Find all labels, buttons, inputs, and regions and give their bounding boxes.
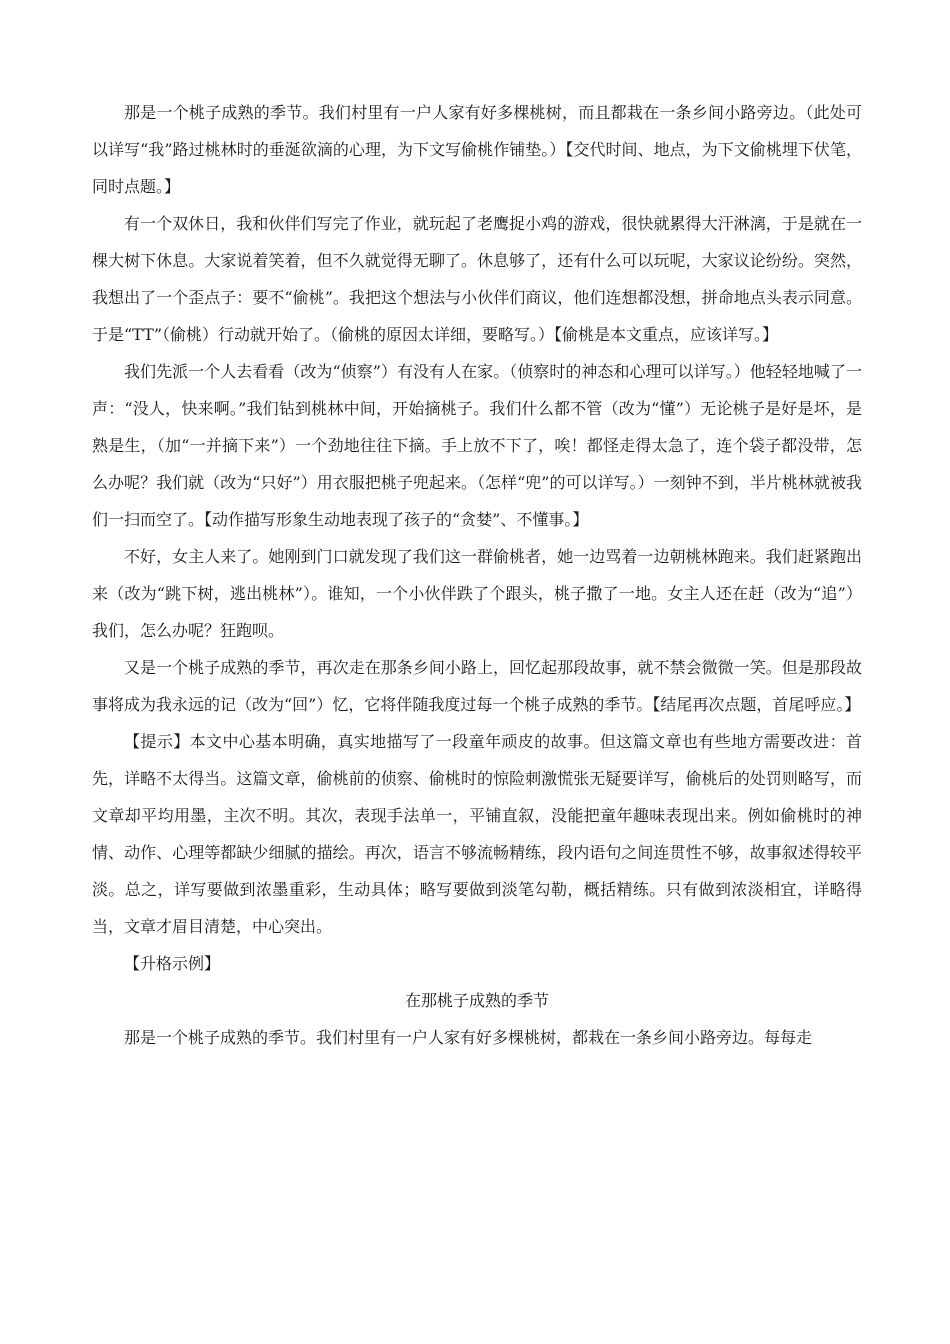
paragraph-ending: 又是一个桃子成熟的季节，再次走在那条乡间小路上，回忆起那段故事，就不禁会微微一笑。但是那段故事将成为我永远的记（改为“回”）忆，它将伴随我度过每一个桃子成熟的季节。【结尾再次点题，首尾呼应。】 — [92, 658, 862, 714]
paragraph-upgrade-label: 【升格示例】 — [124, 954, 221, 973]
document-page — [92, 94, 862, 1056]
paragraph-weekend: 有一个双休日，我和伙伴们写完了作业，就玩起了老鹰捉小鸡的游戏，很快就累得大汗淋漓，于是就在一棵大树下休息。大家说着笑着，但不久就觉得无聊了。休息够了，还有什么可以玩呢，大家议论纷纷。突然，我想出了一个歪点子：要不“偷桃”。我把这个想法与小伙伴们商议，他们连想都没想，拼命地点头表示同意。于是“TT”（偷桃）行动就开始了。（偷桃的原因太详细，要略写。）【偷桃是本文重点，应该详写。】 — [92, 214, 862, 344]
paragraph-escape: 不好，女主人来了。她刚到门口就发现了我们这一群偷桃者，她一边骂着一边朝桃林跑来。我们赶紧跑出来（改为“跳下树，逃出桃林”）。谁知，一个小伙伴跌了个跟头，桃子撒了一地。女主人还在赶（改为“追”）我们，怎么办呢？狂跑呗。 — [92, 547, 862, 640]
paragraph-tips: 【提示】本文中心基本明确，真实地描写了一段童年顽皮的故事。但这篇文章也有些地方需要改进：首先，详略不太得当。这篇文章，偷桃前的侦察、偷桃时的惊险刺激慌张无疑要详写，偷桃后的处罚则略写，而文章却平均用墨，主次不明。其次，表现手法单一，平铺直叙，没能把童年趣味表现出来。例如偷桃时的神情、动作、心理等都缺少细腻的描绘。再次，语言不够流畅精练，段内语句之间连贯性不够，故事叙述得较平淡。总之，详写要做到浓墨重彩，生动具体；略写要做到淡笔勾勒，概括精练。只有做到浓淡相宜，详略得当，文章才眉目清楚，中心突出。 — [92, 732, 862, 936]
example-title: 在那桃子成熟的季节 — [404, 991, 549, 1010]
paragraph-intro: 那是一个桃子成熟的季节。我们村里有一户人家有好多棵桃树，而且都栽在一条乡间小路旁边。（此处可以详写“我”路过桃林时的垂涎欲滴的心理，为下文写偷桃作铺垫。）【交代时间、地点，为下文偷桃埋下伏笔，同时点题。】 — [92, 103, 862, 196]
paragraph-scouting: 我们先派一个人去看看（改为“侦察”）有没有人在家。（侦察时的神态和心理可以详写。）他轻轻地喊了一声：“没人，快来啊。”我们钻到桃林中间，开始摘桃子。我们什么都不管（改为“懂”）无论桃子是好是坏，是熟是生，（加“一并摘下来”）一个劲地往往下摘。手上放不下了，唉！都怪走得太急了，连个袋子都没带，怎么办呢？我们就（改为“只好”）用衣服把桃子兜起来。（怎样“兜”的可以详写。）一刻钟不到，半片桃林就被我们一扫而空了。【动作描写形象生动地表现了孩子的“贪婪”、不懂事。】 — [92, 362, 862, 529]
example-first-line: 那是一个桃子成熟的季节。我们村里有一户人家有好多棵桃树，都栽在一条乡间小路旁边。每每走 — [124, 1028, 813, 1047]
